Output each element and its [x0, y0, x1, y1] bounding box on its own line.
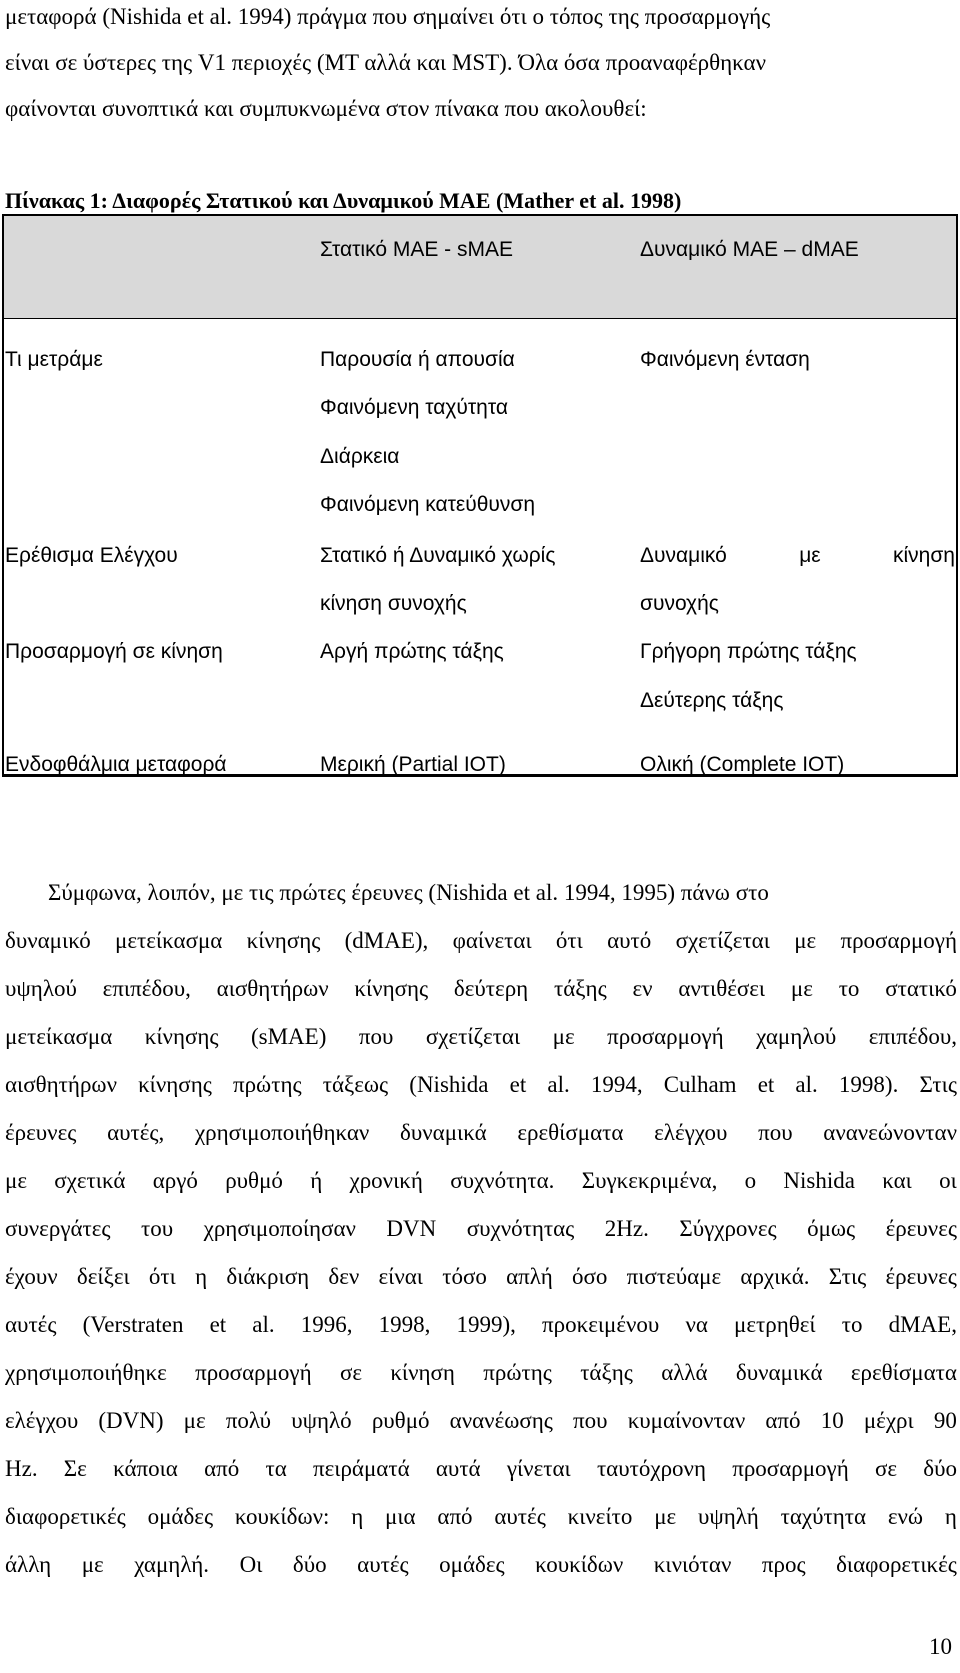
body-line [5, 1166, 957, 1196]
cell-dynamic: Φαινόμενη ένταση [640, 348, 810, 371]
word: όμως [807, 1216, 856, 1241]
word: ελέγχου [5, 1408, 79, 1433]
word: σχετίζεται [425, 1024, 521, 1049]
word: Στις [828, 1264, 867, 1289]
cell-static: Μερική (Partial IOT) [320, 753, 506, 776]
body-line [5, 1502, 957, 1532]
intro-line: φαίνονται συνοπτικά και συμπυκνωμένα στον πίνακα που ακολουθεί: [5, 96, 647, 121]
word: ομάδες [439, 1552, 505, 1577]
word: 2Hz. [604, 1216, 649, 1241]
word: σε [874, 1456, 898, 1481]
word: τάξης [554, 976, 607, 1001]
cell-dynamic: Γρήγορη πρώτης τάξης [640, 640, 857, 663]
cell-static: Στατικό ή Δυναμικό χωρίς [320, 544, 556, 567]
word: et [209, 1312, 227, 1337]
body-line [5, 974, 957, 1004]
word: et [757, 1072, 775, 1097]
word: που [758, 1120, 793, 1145]
body-line [5, 926, 957, 956]
word: ότι [555, 928, 583, 953]
word: αισθητήρων [216, 976, 329, 1001]
word: (sMAE) [250, 1024, 327, 1049]
body-line [5, 1550, 957, 1580]
word: πρώτης [232, 1072, 302, 1097]
word: πρώτης [483, 1360, 552, 1385]
word: με [5, 1168, 27, 1193]
word: φαίνεται [452, 928, 532, 953]
word: εν [632, 976, 653, 1001]
word: μετείκασμα [5, 1024, 113, 1049]
word: χαμηλή. [134, 1552, 210, 1577]
word: με [799, 544, 821, 567]
word: με [81, 1552, 104, 1577]
table-border [2, 214, 4, 777]
cell-static: Φαινόμενη ταχύτητα [320, 396, 508, 419]
word: Nishida [783, 1168, 855, 1193]
word: ταυτόχρονη [596, 1456, 706, 1481]
word: κουκίδων [535, 1552, 624, 1577]
word: ταχύτητα [780, 1504, 867, 1529]
word: με [654, 1504, 677, 1529]
word: οι [939, 1168, 957, 1193]
body-line [5, 1022, 957, 1052]
page-number: 10 [929, 1634, 952, 1659]
word: υψηλού [5, 976, 77, 1001]
word: et [509, 1072, 527, 1097]
word: αυτές [5, 1312, 57, 1337]
cell-static: κίνηση συνοχής [320, 592, 467, 615]
word: δεύτερη [453, 976, 529, 1001]
word: κινείτο [567, 1504, 633, 1529]
word: επιπέδου, [868, 1024, 957, 1049]
word: Culham [663, 1072, 737, 1097]
word: δείξει [76, 1264, 130, 1289]
word: κίνηση [390, 1360, 455, 1385]
word: πιστεύαμε [626, 1264, 722, 1289]
word: 1998). [838, 1072, 899, 1097]
word: έρευνες [885, 1216, 957, 1241]
word: αυτές [494, 1504, 546, 1529]
word: κινιόταν [653, 1552, 732, 1577]
cell-static: Αργή πρώτης τάξης [320, 640, 504, 663]
word: DVN [386, 1216, 437, 1241]
word: ο [744, 1168, 757, 1193]
word: 90 [933, 1408, 957, 1433]
word: al. [547, 1072, 570, 1097]
word: αργό [152, 1168, 198, 1193]
word: συχνότητα. [450, 1168, 555, 1193]
word: Συγκεκριμένα, [581, 1168, 718, 1193]
word: από [765, 1408, 801, 1433]
word: του [141, 1216, 174, 1241]
word: ομάδες [147, 1504, 214, 1529]
word: 1998, [378, 1312, 431, 1337]
word: δεν [328, 1264, 360, 1289]
word: σχετίζεται [675, 928, 770, 953]
body-line [5, 1358, 957, 1388]
word: προκειμένου [542, 1312, 660, 1337]
cell-dynamic: Δεύτερης τάξης [640, 689, 784, 712]
word: προσαρμογή [195, 1360, 312, 1385]
word: η [944, 1504, 957, 1529]
word: υψηλή [697, 1504, 759, 1529]
body-line [5, 1262, 957, 1292]
word: πολύ [225, 1408, 272, 1433]
word: ρυθμό [225, 1168, 283, 1193]
word: κυμαίνονταν [627, 1408, 746, 1433]
word: αυτές, [107, 1120, 165, 1145]
word: χαμηλού [756, 1024, 837, 1049]
table-border [2, 214, 958, 216]
word: που [358, 1024, 394, 1049]
word: έρευνες [5, 1120, 77, 1145]
word: έρευνες [885, 1264, 957, 1289]
word: μέχρι [863, 1408, 914, 1433]
word: δύο [292, 1552, 327, 1577]
word: αυτά [435, 1456, 481, 1481]
word: σχετικά [54, 1168, 126, 1193]
word: τόσο [442, 1264, 487, 1289]
word: με [552, 1024, 575, 1049]
word: αισθητήρων [5, 1072, 117, 1097]
word: (Nishida [409, 1072, 489, 1097]
row-label: Τι μετράμε [5, 348, 103, 371]
table-header-background [4, 216, 956, 318]
word: έχουν [5, 1264, 58, 1289]
word: ανανέωσης [449, 1408, 553, 1433]
word: κίνησης [354, 976, 429, 1001]
word: στατικό [885, 976, 957, 1001]
body-line: Σύμφωνα, λοιπόν, με τις πρώτες έρευνες (Nishida et al. 1994, 1995) πάνω στο [48, 880, 769, 905]
word: ή [310, 1168, 323, 1193]
word: 1994, [590, 1072, 643, 1097]
word: η [351, 1504, 364, 1529]
word: συνεργάτες [5, 1216, 111, 1241]
word: το [838, 976, 860, 1001]
word: διαφορετικές [836, 1552, 957, 1577]
word: που [573, 1408, 608, 1433]
word: ελέγχου [654, 1120, 728, 1145]
word: μετείκασμα [115, 928, 223, 953]
word: μια [385, 1504, 416, 1529]
word: να [685, 1312, 708, 1337]
body-line [5, 1310, 957, 1340]
body-line [5, 1070, 957, 1100]
word: τάξης [580, 1360, 633, 1385]
word: αυτές [357, 1552, 409, 1577]
word: είναι [378, 1264, 423, 1289]
body-line [5, 1214, 957, 1244]
word: προσαρμογή [840, 928, 957, 953]
word: (DVN) [98, 1408, 164, 1433]
word: προς [761, 1552, 806, 1577]
word: αρχικά. [740, 1264, 810, 1289]
header-static-mae: Στατικό MAE - sMAE [320, 238, 514, 261]
body-line [5, 1406, 957, 1436]
word: η [195, 1264, 208, 1289]
word: ρυθμό [371, 1408, 430, 1433]
word: χρησιμοποιήθηκε [5, 1360, 167, 1385]
table-caption: Πίνακας 1: Διαφορές Στατικού και Δυναμικού MAE (Mather et al. 1998) [5, 188, 682, 213]
intro-line: είναι σε ύστερες της V1 περιοχές (MT αλλά και MST). Όλα όσα προαναφέρθηκαν [5, 50, 766, 75]
word: Οι [239, 1552, 263, 1577]
word: δυναμικό [5, 928, 91, 953]
table-border [956, 214, 958, 777]
word: κίνησης [138, 1072, 212, 1097]
word: και [882, 1168, 912, 1193]
word: τάξεως [322, 1072, 389, 1097]
word: κάποια [113, 1456, 178, 1481]
word: χρησιμοποίησαν [203, 1216, 356, 1241]
word: προσαρμογή [607, 1024, 724, 1049]
word: dMAE, [888, 1312, 957, 1337]
word: κίνησης [144, 1024, 219, 1049]
word: απλή [506, 1264, 553, 1289]
cell-dynamic: συνοχής [640, 592, 719, 615]
word: γίνεται [506, 1456, 571, 1481]
word: 1999), [456, 1312, 516, 1337]
header-dynamic-mae: Δυναμικό MAE – dMAE [640, 238, 859, 261]
word: ανανεώνονταν [823, 1120, 957, 1145]
word: με [183, 1408, 206, 1433]
word: al. [252, 1312, 275, 1337]
cell-dynamic-justified [640, 541, 955, 571]
word: συχνότητας [466, 1216, 575, 1241]
word: 10 [820, 1408, 844, 1433]
word: 1996, [300, 1312, 353, 1337]
word: άλλη [5, 1552, 52, 1577]
word: κίνηση [893, 544, 955, 567]
word: το [841, 1312, 863, 1337]
word: δυναμικά [735, 1360, 823, 1385]
row-label: Προσαρμογή σε κίνηση [5, 640, 223, 663]
word: διαφορετικές [5, 1504, 126, 1529]
word: κίνησης [246, 928, 321, 953]
intro-line: μεταφορά (Nishida et al. 1994) πράγμα που σημαίνει ότι ο τόπος της προσαρμογής [5, 4, 771, 29]
word: (dMAE), [344, 928, 429, 953]
word: από [204, 1456, 240, 1481]
word: αυτό [607, 928, 652, 953]
word: Hz. [5, 1456, 38, 1481]
word: ερεθίσματα [517, 1120, 624, 1145]
word: με [794, 928, 817, 953]
word: πειράματά [312, 1456, 410, 1481]
word: αλλά [661, 1360, 708, 1385]
word: χρονική [349, 1168, 423, 1193]
word: Σύγχρονες [679, 1216, 777, 1241]
word: ερεθίσματα [850, 1360, 957, 1385]
word: επιπέδου, [102, 976, 191, 1001]
cell-static: Παρουσία ή απουσία [320, 348, 515, 371]
word: διάκριση [226, 1264, 310, 1289]
word: Δυναμικό [640, 544, 727, 567]
word: τα [265, 1456, 287, 1481]
row-label: Ενδοφθάλμια μεταφορά [5, 753, 227, 776]
word: al. [795, 1072, 818, 1097]
word: με [790, 976, 813, 1001]
word: υψηλό [291, 1408, 352, 1433]
word: από [437, 1504, 473, 1529]
cell-static: Φαινόμενη κατεύθυνση [320, 493, 536, 516]
word: αντιθέσει [678, 976, 766, 1001]
word: προσαρμογή [732, 1456, 849, 1481]
word: δυναμικά [400, 1120, 487, 1145]
table-border [2, 318, 958, 319]
word: δύο [923, 1456, 957, 1481]
body-line [5, 1454, 957, 1484]
word: Σε [63, 1456, 87, 1481]
row-label: Ερέθισμα Ελέγχου [5, 544, 178, 567]
body-line [5, 1118, 957, 1148]
word: μετρηθεί [734, 1312, 816, 1337]
word: ότι [148, 1264, 176, 1289]
word: σε [339, 1360, 362, 1385]
word: χρησιμοποιήθηκαν [194, 1120, 370, 1145]
word: Στις [919, 1072, 957, 1097]
word: (Verstraten [82, 1312, 184, 1337]
word: κουκίδων: [234, 1504, 330, 1529]
word: ενώ [887, 1504, 924, 1529]
word: όσο [571, 1264, 608, 1289]
cell-dynamic: Ολική (Complete IOT) [640, 753, 845, 776]
cell-static: Διάρκεια [320, 445, 400, 468]
